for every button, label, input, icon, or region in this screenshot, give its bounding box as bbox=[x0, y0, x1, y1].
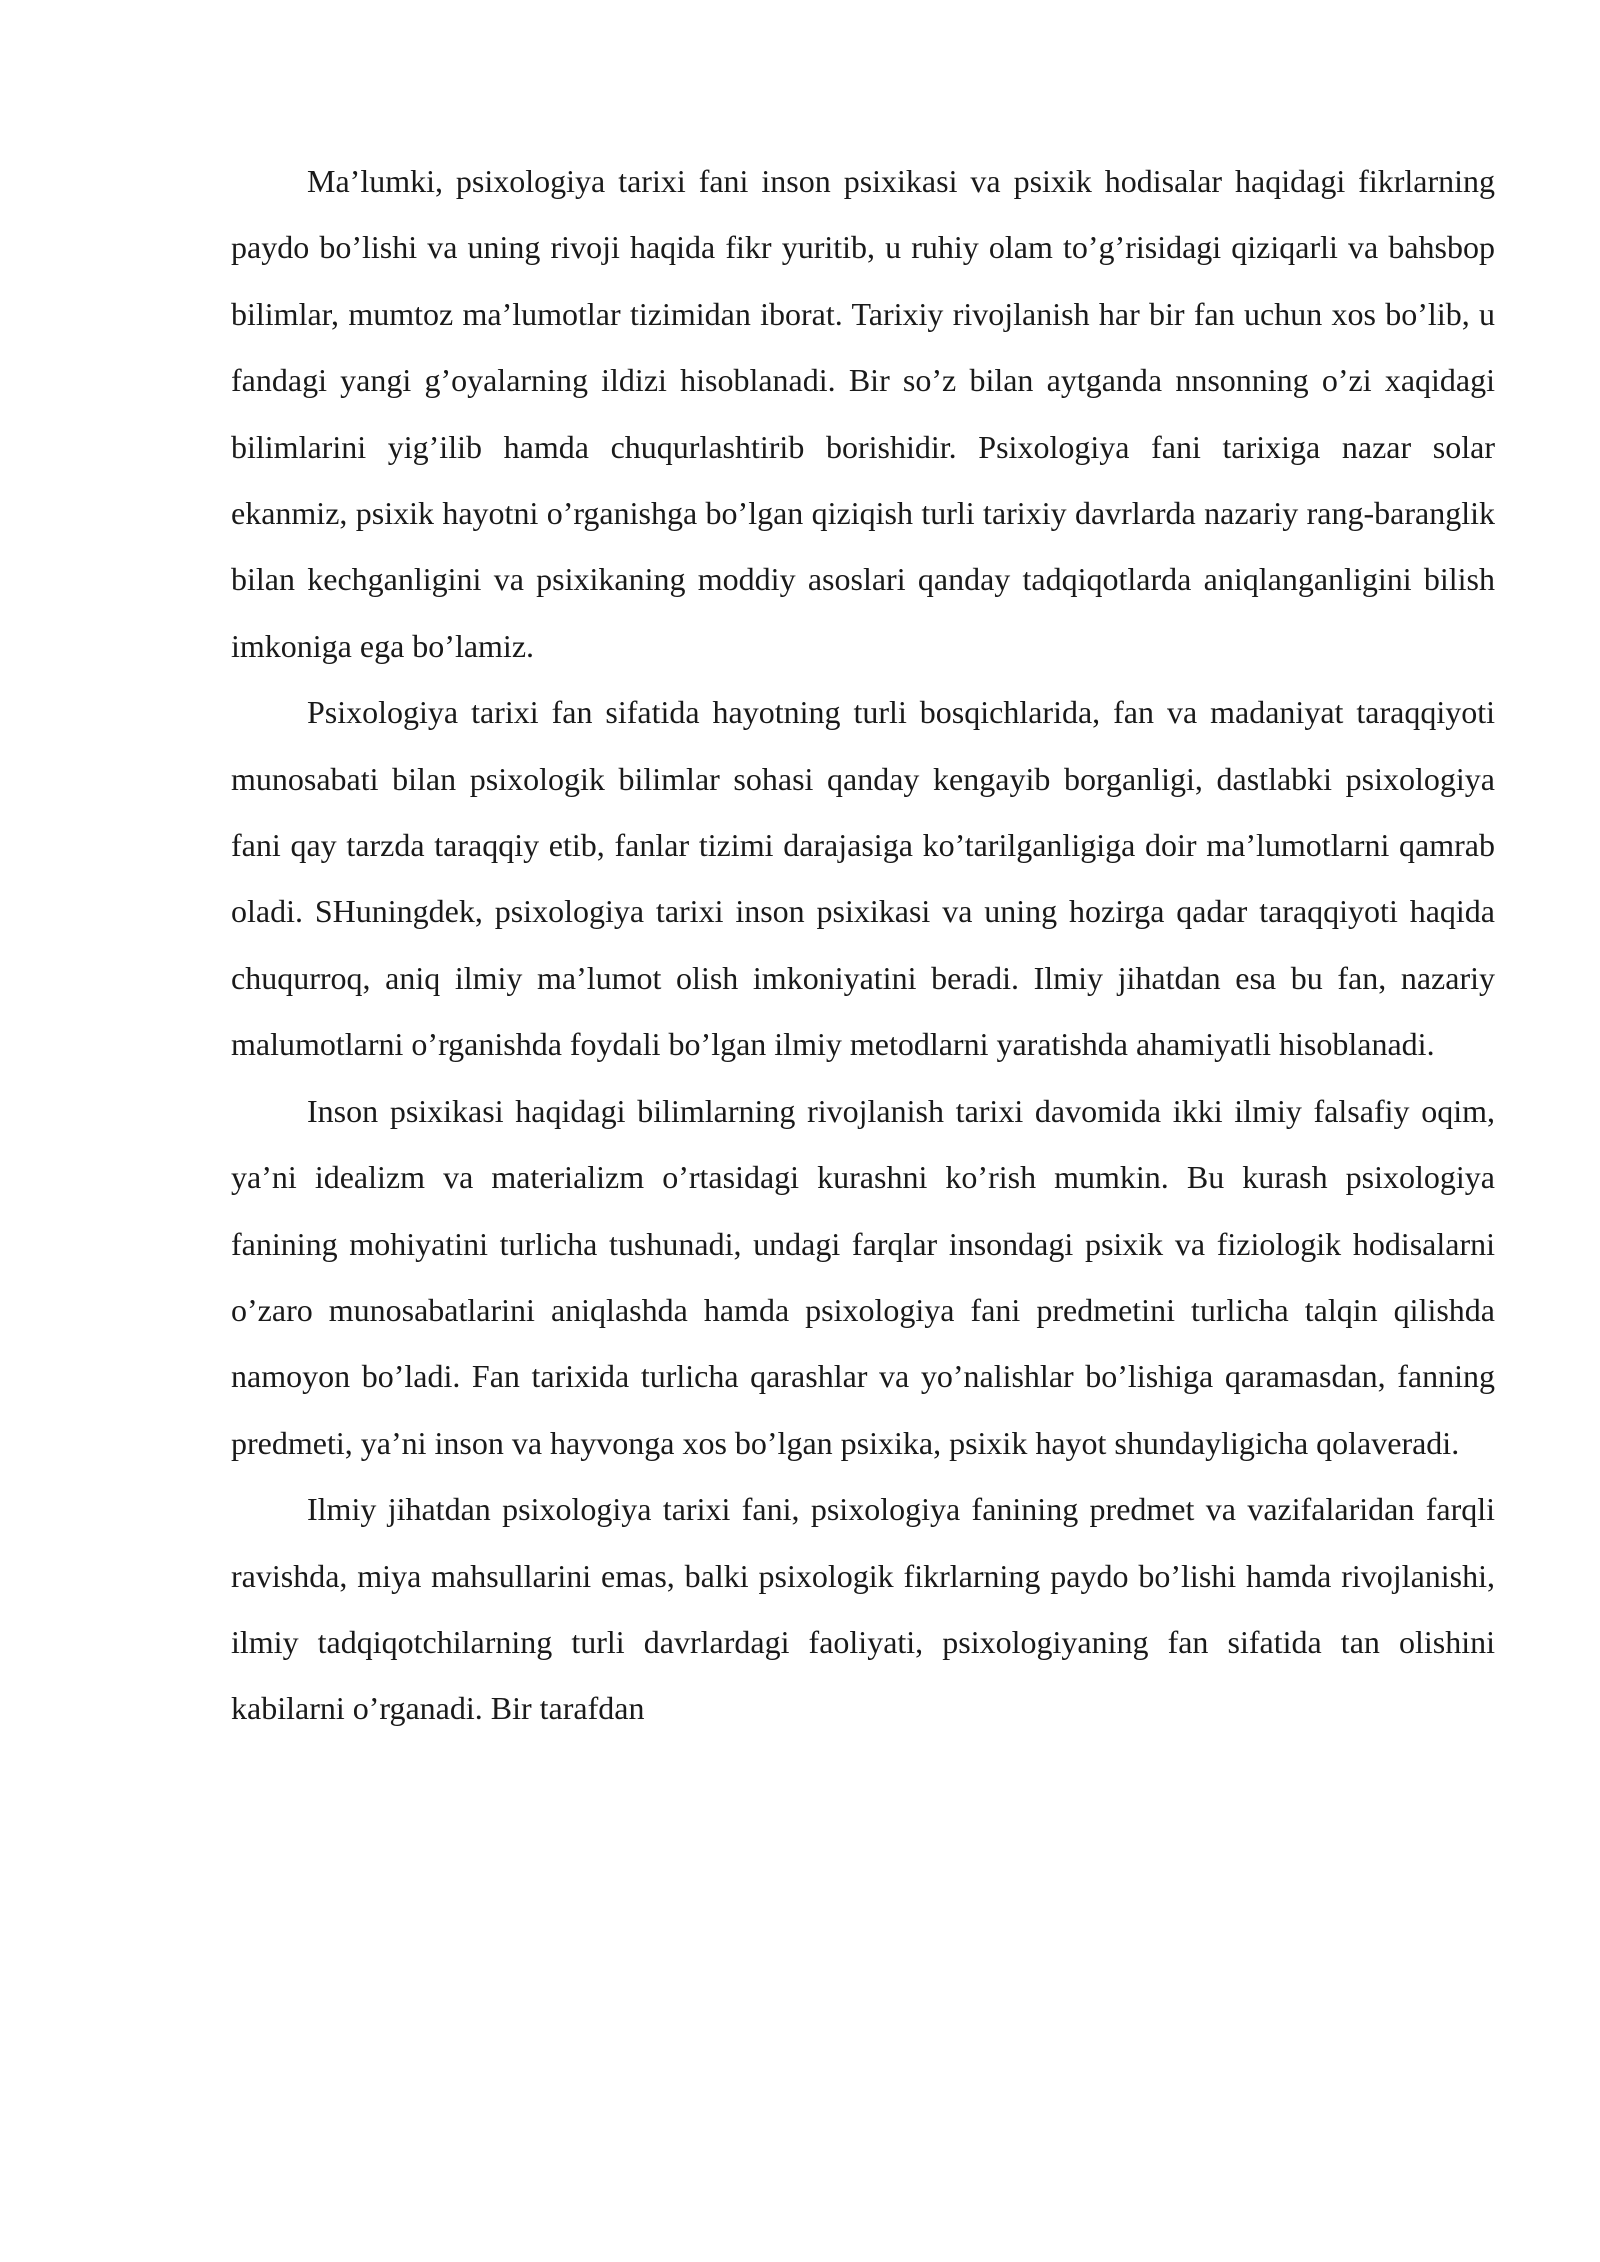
paragraph-2: Psixologiya tarixi fan sifatida hayotning turli bosqichlarida, fan va madaniyat taraqqiyoti munosabati bilan psixologik bilimlar sohasi qanday kengayib borganligi, dastlabki psixologiya fani qay tarzda taraqqiy etib, fanlar tizimi darajasiga ko’tarilganligiga doir ma’lumotlarni qamrab oladi. SHuningdek, psixologiya tarixi inson psixikasi va uning hozirga qadar taraqqiyoti haqida chuqurroq, aniq ilmiy ma’lumot olish imkoniyatini beradi. Ilmiy jihatdan esa bu fan, nazariy malumotlarni o’rganishda foydali bo’lgan ilmiy metodlarni yaratishda ahamiyatli hisoblanadi. bbox=[231, 694, 1495, 1063]
paragraph-3: Inson psixikasi haqidagi bilimlarning rivojlanish tarixi davomida ikki ilmiy falsafiy oqim, ya’ni idealizm va materializm o’rtasidagi kurashni ko’rish mumkin. Bu kurash psixologiya fanining mohiyatini turlicha tushunadi, undagi farqlar insondagi psixik va fiziologik hodisalarni o’zaro munosabatlarini aniqlashda hamda psixologiya fani predmetini turlicha talqin qilishda namoyon bo’ladi. Fan tarixida turlicha qarashlar va yo’nalishlar bo’lishiga qaramasdan, fanning predmeti, ya’ni inson va hayvonga xos bo’lgan psixika, psixik hayot shundayligicha qolaveradi. bbox=[231, 1092, 1495, 1461]
body-text bbox=[231, 148, 1495, 1742]
paragraph-1: Ma’lumki, psixologiya tarixi fani inson psixikasi va psixik hodisalar haqidagi fikrlarning paydo bo’lishi va uning rivoji haqida fikr yuritib, u ruhiy olam to’g’risidagi qiziqarli va bahsbop bilimlar, mumtoz ma’lumotlar tizimidan iborat. Tarixiy rivojlanish har bir fan uchun xos bo’lib, u fandagi yangi g’oyalarning ildizi hisoblanadi. Bir so’z bilan aytganda nnsonning o’zi xaqidagi bilimlarini yig’ilib hamda chuqurlashtirib borishidir. Psixologiya fani tarixiga nazar solar ekanmiz, psixik hayotni o’rganishga bo’lgan qiziqish turli tarixiy davrlarda nazariy rang-baranglik bilan kechganligini va psixikaning moddiy asoslari qanday tadqiqotlarda aniqlanganligini bilish imkoniga ega bo’lamiz. bbox=[231, 163, 1495, 664]
paragraph-4: Ilmiy jihatdan psixologiya tarixi fani, psixologiya fanining predmet va vazifalaridan farqli ravishda, miya mahsullarini emas, balki psixologik fikrlarning paydo bo’lishi hamda rivojlanishi, ilmiy tadqiqotchilarning turli davrlardagi faoliyati, psixologiyaning fan sifatida tan olishini kabilarni o’rganadi. Bir tarafdan bbox=[231, 1491, 1495, 1727]
